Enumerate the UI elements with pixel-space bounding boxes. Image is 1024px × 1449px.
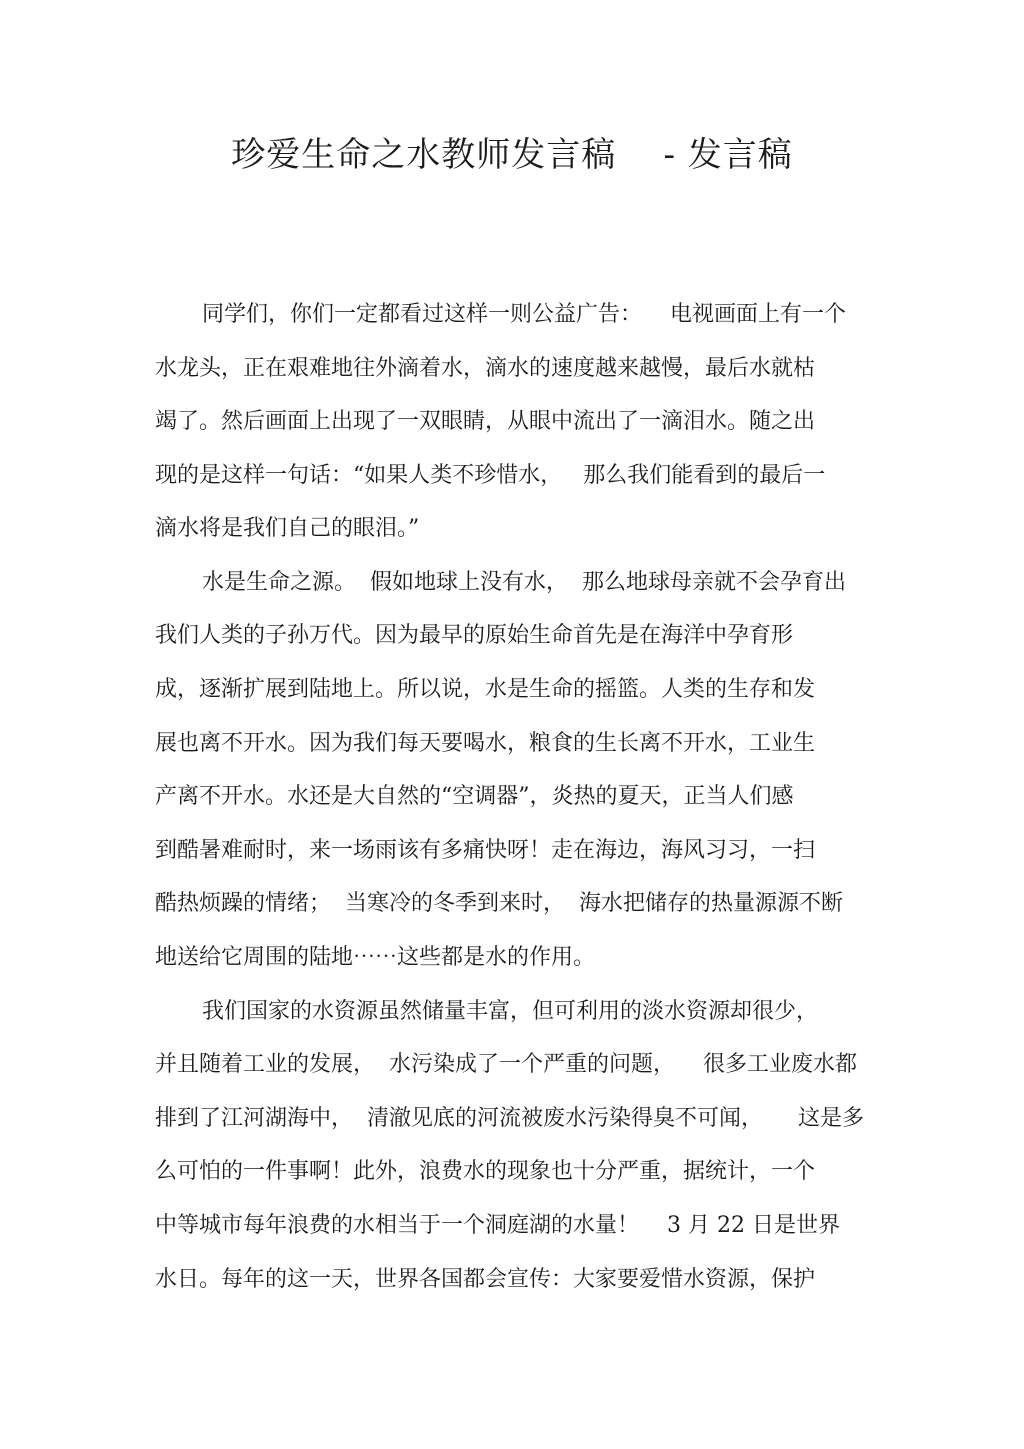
paragraph-2-line-6: 到酷暑难耐时，来一场雨该有多痛快呀！走在海边，海风习习，一扫	[155, 838, 816, 863]
paragraph-2-line-5: 产离不开水。水还是大自然的“空调器”，炎热的夏天，正当人们感	[155, 784, 794, 809]
paragraph-1-line-2: 水龙头，正在艰难地往外滴着水，滴水的速度越来越慢，最后水就枯	[155, 356, 816, 381]
paragraph-3-line-5: 中等城市每年浪费的水相当于一个洞庭湖的水量！ 3 月 22 日是世界	[155, 1213, 840, 1238]
paragraph-1-line-1: 同学们，你们一定都看过这样一则公益广告： 电视画面上有一个	[202, 302, 846, 327]
paragraph-3-line-2: 并且随着工业的发展， 水污染成了一个严重的问题， 很多工业废水都	[155, 1052, 857, 1077]
document-title: 珍爱生命之水教师发言稿 - 发言稿	[231, 135, 793, 175]
paragraph-2-line-7: 酷热烦躁的情绪； 当寒冷的冬季到来时， 海水把储存的热量源源不断	[155, 891, 843, 916]
paragraph-3-line-3: 排到了江河湖海中， 清澈见底的河流被废水污染得臭不可闻， 这是多	[155, 1106, 864, 1131]
paragraph-3-line-4: 么可怕的一件事啊！此外，浪费水的现象也十分严重，据统计，一个	[155, 1159, 816, 1184]
paragraph-2-line-8: 地送给它周围的陆地⋯⋯这些都是水的作用。	[155, 945, 596, 970]
paragraph-2-line-3: 成，逐渐扩展到陆地上。所以说，水是生命的摇篮。人类的生存和发	[155, 677, 816, 702]
paragraph-3-line-1: 我们国家的水资源虽然储量丰富，但可利用的淡水资源却很少，	[202, 999, 819, 1024]
paragraph-1-line-3: 竭了。然后画面上出现了一双眼睛，从眼中流出了一滴泪水。随之出	[155, 409, 816, 434]
paragraph-1-line-4: 现的是这样一句话：“如果人类不珍惜水， 那么我们能看到的最后一	[155, 463, 826, 488]
paragraph-2-line-4: 展也离不开水。因为我们每天要喝水，粮食的生长离不开水，工业生	[155, 731, 816, 756]
paragraph-3-line-6: 水日。每年的这一天，世界各国都会宣传：大家要爱惜水资源，保护	[155, 1267, 816, 1292]
paragraph-2-line-1: 水是生命之源。 假如地球上没有水， 那么地球母亲就不会孕育出	[202, 570, 846, 595]
paragraph-2-line-2: 我们人类的子孙万代。因为最早的原始生命首先是在海洋中孕育形	[155, 623, 794, 648]
paragraph-1-line-5: 滴水将是我们自己的眼泪。”	[155, 516, 420, 541]
